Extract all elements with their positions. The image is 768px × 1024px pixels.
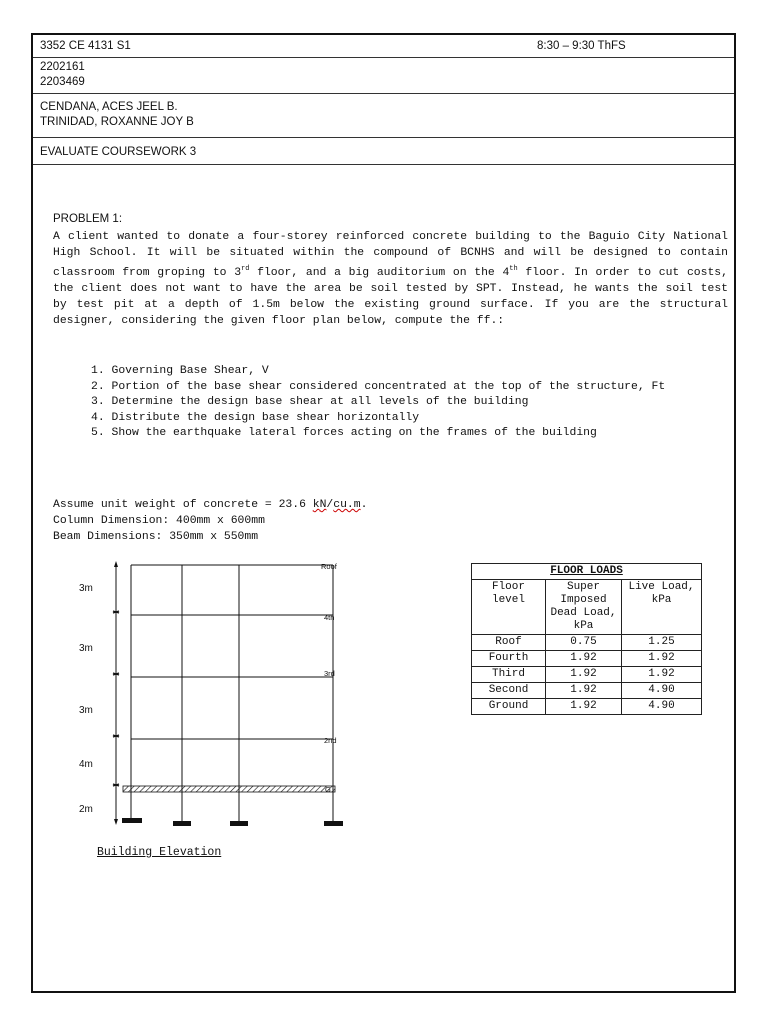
- table-cell: Roof: [472, 635, 546, 651]
- student-ids-row: [33, 58, 734, 94]
- table-title-row: [472, 564, 702, 580]
- table-cell: 1.92: [622, 651, 702, 667]
- problem-text-part: floor, and a big auditorium on the 4: [249, 266, 510, 279]
- table-title: FLOOR LOADS: [472, 564, 702, 580]
- task-list: [91, 364, 731, 442]
- table-row: [472, 699, 702, 715]
- activity-row: [33, 138, 734, 165]
- column-header: Super Imposed Dead Load, kPa: [546, 580, 622, 635]
- elevation-caption: Building Elevation: [97, 846, 222, 859]
- column-header: Live Load, kPa: [622, 580, 702, 635]
- beam-dimension: Beam Dimensions: 350mm x 550mm: [53, 531, 259, 543]
- class-schedule: 8:30 – 9:30 ThFS: [537, 40, 626, 52]
- document-page: [31, 33, 736, 993]
- column-header: Floor level: [472, 580, 546, 635]
- table-cell: 1.92: [546, 667, 622, 683]
- footing: [173, 821, 191, 826]
- task-item: 1. Governing Base Shear, V: [91, 365, 269, 377]
- height-label: 4m: [79, 759, 93, 770]
- arrow-head: [114, 561, 118, 567]
- student-name: TRINIDAD, ROXANNE JOY B: [40, 116, 194, 128]
- table-cell: 1.92: [546, 651, 622, 667]
- level-label: 2nd: [324, 736, 337, 745]
- problem-statement: [53, 229, 728, 329]
- footing: [230, 821, 248, 826]
- table-cell: Fourth: [472, 651, 546, 667]
- problem-text-part: floor. In order to cut costs, the client does not want to have the area be soil tested by SPT. Instead, he wants the soil test by test pit at a depth of 1.5m below the existing ground surface. If you are the structural designer, considering the given floor plan below, compute the ff.:: [53, 266, 728, 327]
- table-cell: 1.25: [622, 635, 702, 651]
- superscript: th: [509, 265, 518, 273]
- student-names-row: [33, 94, 734, 138]
- table-cell: 4.90: [622, 699, 702, 715]
- student-name: CENDANA, ACES JEEL B.: [40, 101, 178, 113]
- footing: [122, 818, 142, 823]
- height-label: 2m: [79, 804, 93, 815]
- task-item: 2. Portion of the base shear considered concentrated at the top of the structure, Ft: [91, 380, 666, 393]
- task-item: 3. Determine the design base shear at all levels of the building: [91, 396, 529, 409]
- superscript: rd: [241, 265, 250, 273]
- student-id: 2202161: [40, 61, 85, 73]
- table-row: [472, 651, 702, 667]
- ground-slab-hatch: [123, 786, 335, 792]
- height-label: 3m: [79, 583, 93, 594]
- table-cell: 1.92: [546, 699, 622, 715]
- problem-text-part: A client wanted to donate a four-storey reinforced concrete building to the Baguio City National High School. It will be situated within the compound of BCNHS and will be designed to contain classroom from groping to 3: [53, 231, 728, 279]
- assumptions: [53, 497, 367, 545]
- level-label: 4th: [324, 613, 335, 622]
- table-cell: Second: [472, 683, 546, 699]
- problem-title: PROBLEM 1:: [53, 213, 123, 225]
- table-cell: 1.92: [622, 667, 702, 683]
- concrete-unit-weight: Assume unit weight of concrete = 23.6 kN/cu.m.: [53, 499, 368, 511]
- table-cell: 0.75: [546, 635, 622, 651]
- task-item: 4. Distribute the design base shear horizontally: [91, 411, 420, 424]
- table-cell: Third: [472, 667, 546, 683]
- activity-title: EVALUATE COURSEWORK 3: [40, 146, 197, 158]
- height-label: 3m: [79, 643, 93, 654]
- student-id: 2203469: [40, 76, 85, 88]
- table-row: [472, 683, 702, 699]
- arrow-head: [114, 819, 118, 825]
- table-cell: 4.90: [622, 683, 702, 699]
- table-row: [472, 667, 702, 683]
- course-code: 3352 CE 4131 S1: [40, 40, 131, 52]
- column-dimension: Column Dimension: 400mm x 600mm: [53, 515, 265, 527]
- level-label: G: [325, 785, 331, 794]
- footing: [324, 821, 343, 826]
- height-label: 3m: [79, 705, 93, 716]
- table-row: [472, 635, 702, 651]
- table-cell: 1.92: [546, 683, 622, 699]
- task-item: 5. Show the earthquake lateral forces acting on the frames of the building: [91, 427, 597, 440]
- table-header-row: [472, 580, 702, 635]
- course-row: [33, 38, 734, 58]
- table-cell: Ground: [472, 699, 546, 715]
- level-label: Roof: [321, 562, 337, 571]
- building-elevation-drawing: [63, 557, 353, 837]
- floor-loads-table: [471, 563, 702, 715]
- level-label: 3rd: [324, 669, 335, 678]
